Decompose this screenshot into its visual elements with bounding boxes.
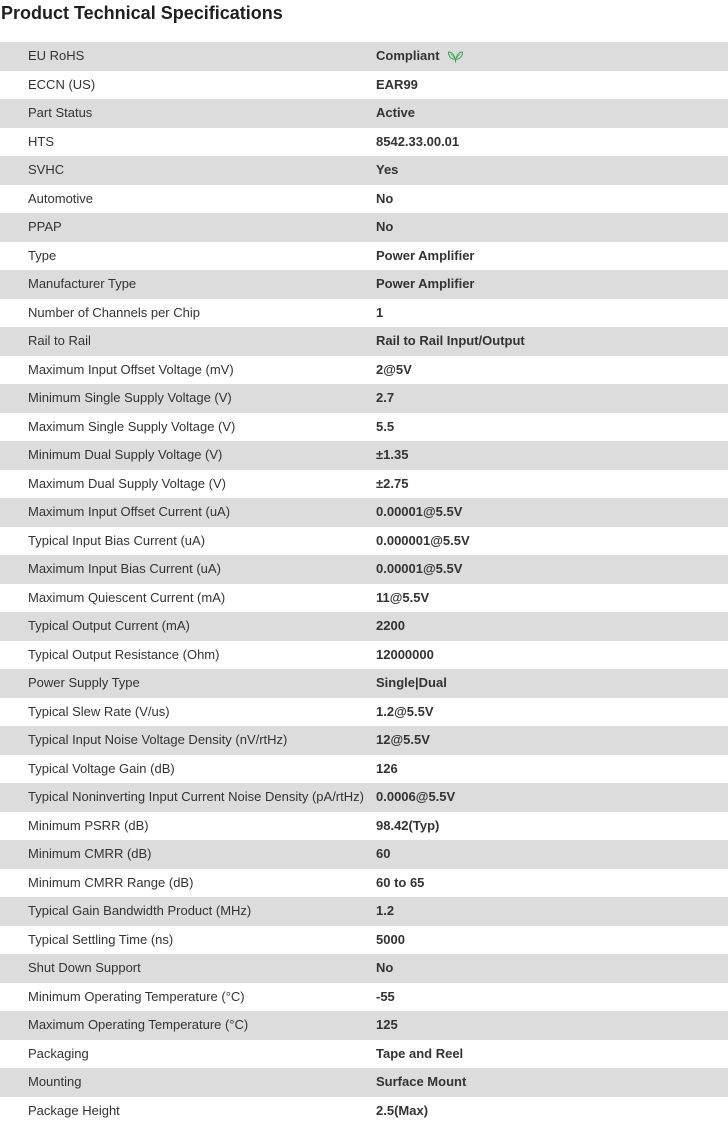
spec-label: SVHC [28,162,65,177]
spec-value [376,612,728,641]
table-row [0,897,728,926]
spec-value [376,498,728,527]
spec-value [376,783,728,812]
spec-value [376,869,728,898]
table-row [0,641,728,670]
spec-value-text: 2200 [376,618,405,633]
spec-value-text: EAR99 [376,76,418,92]
spec-label: Maximum Input Bias Current (uA) [28,561,221,576]
spec-value [376,926,728,955]
spec-value-text: No [376,219,394,234]
spec-label: Power Supply Type [28,675,140,690]
spec-label: Maximum Input Offset Current (uA) [28,504,231,519]
table-row [0,1097,728,1126]
spec-value [376,299,728,328]
spec-value-text: Tape and Reel [376,1045,464,1061]
spec-value [376,1011,728,1040]
spec-value [376,384,728,413]
spec-label: Maximum Single Supply Voltage (V) [28,418,236,434]
spec-value [376,128,728,157]
table-row [0,669,728,698]
spec-label: Typical Input Noise Voltage Density (nV/rtHz) [28,732,288,747]
spec-value [376,42,728,71]
spec-value [376,1097,728,1126]
table-row [0,1068,728,1097]
spec-value-text: 0.00001@5.5V [376,561,463,576]
spec-label: Package Height [28,1102,120,1118]
spec-value [376,669,728,698]
spec-label: Automotive [28,190,94,206]
spec-label: Maximum Quiescent Current (mA) [28,589,226,605]
spec-label: Maximum Operating Temperature (°C) [28,1017,249,1032]
spec-value [376,840,728,869]
spec-value [376,242,728,271]
table-row [0,584,728,613]
spec-value-text: Compliant [376,48,440,63]
spec-value [376,812,728,841]
spec-label: Minimum CMRR Range (dB) [28,874,194,890]
table-row [0,441,728,470]
table-row [0,327,728,356]
spec-label: ECCN (US) [28,76,96,92]
table-row [0,270,728,299]
spec-value-text: No [376,960,394,975]
spec-value [376,698,728,727]
spec-value-text: 0.00001@5.5V [376,504,463,519]
spec-label: Typical Voltage Gain (dB) [28,760,175,776]
spec-value [376,99,728,128]
spec-value-text: 12000000 [376,646,434,662]
spec-value-text: 1 [376,304,384,320]
spec-value-text: 1.2 [376,903,395,918]
table-row [0,356,728,385]
table-row [0,783,728,812]
spec-value-text: 5000 [376,931,405,947]
spec-label: EU RoHS [28,48,85,63]
spec-label: Typical Slew Rate (V/us) [28,703,170,719]
table-row [0,726,728,755]
spec-value [376,726,728,755]
spec-label: Part Status [28,105,93,120]
spec-value-text: 98.42(Typ) [376,817,440,833]
spec-value-text: 0.000001@5.5V [376,532,470,548]
table-row [0,983,728,1012]
page-title: Product Technical Specifications [1,3,283,23]
spec-value-text: 5.5 [376,418,395,434]
spec-value [376,356,728,385]
spec-value [376,755,728,784]
spec-value-text: Power Amplifier [376,276,475,291]
spec-value [376,1040,728,1069]
spec-label: Typical Output Resistance (Ohm) [28,646,220,662]
table-row [0,698,728,727]
table-row [0,869,728,898]
table-row [0,128,728,157]
table-row [0,812,728,841]
spec-label: Packaging [28,1045,89,1061]
spec-value [376,555,728,584]
table-row [0,527,728,556]
spec-value [376,1068,728,1097]
spec-value-text: 60 [376,846,391,861]
spec-label: Maximum Input Offset Voltage (mV) [28,361,234,377]
spec-value [376,213,728,242]
spec-value [376,327,728,356]
leaf-icon[interactable] [447,48,464,63]
table-row [0,99,728,128]
spec-value-text: Active [376,105,416,120]
spec-value-text: No [376,190,394,206]
spec-value-text: 125 [376,1017,398,1032]
spec-label: Minimum CMRR (dB) [28,846,152,861]
spec-value [376,584,728,613]
spec-value-text: Power Amplifier [376,247,475,263]
spec-value-text: ±1.35 [376,447,409,462]
spec-value-text: 2.5(Max) [376,1102,429,1118]
spec-label: Mounting [28,1074,82,1089]
table-row [0,213,728,242]
table-row [0,954,728,983]
spec-label: Typical Gain Bandwidth Product (MHz) [28,903,252,918]
table-row [0,1011,728,1040]
spec-value-text: 2.7 [376,390,395,405]
spec-label: Minimum PSRR (dB) [28,817,149,833]
spec-label: Minimum Dual Supply Voltage (V) [28,447,223,462]
spec-value [376,527,728,556]
spec-value-text: 0.0006@5.5V [376,789,456,804]
spec-value-text: 60 to 65 [376,874,425,890]
table-row [0,185,728,214]
spec-label: Maximum Dual Supply Voltage (V) [28,475,226,491]
table-row [0,470,728,499]
table-row [0,1040,728,1069]
table-row [0,42,728,71]
spec-label: Minimum Operating Temperature (°C) [28,988,245,1004]
table-row [0,71,728,100]
spec-label: Typical Output Current (mA) [28,618,190,633]
spec-value [376,156,728,185]
spec-label: Shut Down Support [28,960,141,975]
spec-value-text: 1.2@5.5V [376,703,434,719]
spec-value [376,185,728,214]
table-row [0,156,728,185]
spec-value-text: -55 [376,988,395,1004]
spec-value-text: 8542.33.00.01 [376,133,460,149]
spec-value-text: 2@5V [376,361,412,377]
table-row [0,498,728,527]
spec-value-text: Surface Mount [376,1074,467,1089]
spec-label: Typical Input Bias Current (uA) [28,532,206,548]
spec-value [376,441,728,470]
spec-table [0,42,728,1125]
spec-label: Typical Noninverting Input Current Noise Density (pA/rtHz) [28,789,364,804]
spec-value-text: 11@5.5V [376,589,430,605]
spec-label: Minimum Single Supply Voltage (V) [28,390,232,405]
spec-label: Manufacturer Type [28,276,137,291]
table-row [0,384,728,413]
table-row [0,299,728,328]
spec-value-text: Single|Dual [376,675,447,690]
table-row [0,612,728,641]
spec-label: Number of Channels per Chip [28,304,200,320]
spec-label: PPAP [28,219,62,234]
table-row [0,926,728,955]
spec-value [376,641,728,670]
spec-value [376,954,728,983]
spec-label: Type [28,247,57,263]
spec-value-text: Rail to Rail Input/Output [376,333,525,348]
spec-value [376,71,728,100]
spec-value [376,413,728,442]
spec-value-text: ±2.75 [376,475,409,491]
spec-label: Rail to Rail [28,333,91,348]
spec-label: Typical Settling Time (ns) [28,931,174,947]
spec-value [376,470,728,499]
table-row [0,555,728,584]
table-row [0,413,728,442]
spec-value [376,270,728,299]
spec-label: HTS [28,133,54,149]
spec-value-text: 12@5.5V [376,732,430,747]
table-row [0,755,728,784]
spec-value [376,897,728,926]
table-row [0,840,728,869]
spec-value-text: Yes [376,162,399,177]
spec-value [376,983,728,1012]
table-row [0,242,728,271]
spec-value-text: 126 [376,760,398,776]
